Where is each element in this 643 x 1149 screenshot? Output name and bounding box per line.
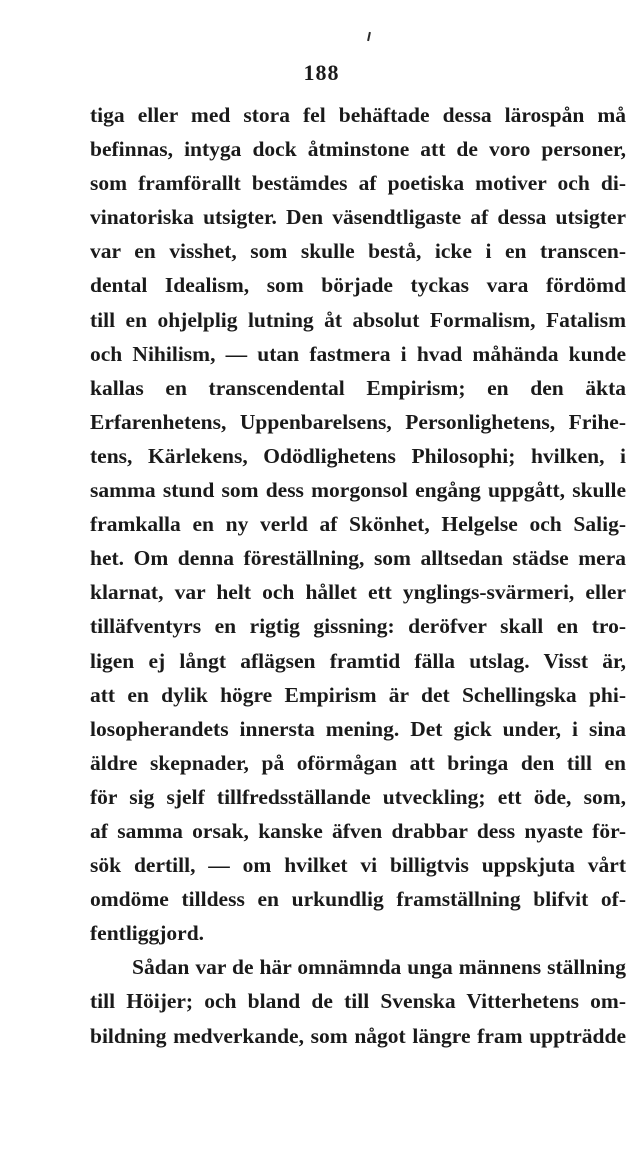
paragraph-end-line: fentliggjord. — [90, 921, 205, 946]
stray-ink-mark — [367, 32, 371, 41]
text-line: vinatoriska utsigter. Den väsendtligaste af dessa utsigter — [90, 205, 626, 230]
text-line: omdöme tilldess en urkundlig framställning blifvit of- — [90, 887, 626, 912]
body-text — [90, 98, 626, 1053]
text-line: tiga eller med stora fel behäftade dessa lärospån må — [90, 103, 626, 127]
text-line: till en ohjelplig lutning åt absolut Formalism, Fatalism — [90, 307, 626, 332]
text-line: att en dylik högre Empirism är det Schellingska phi- — [90, 682, 626, 707]
text-line: ligen ej långt aflägsen framtid fälla utslag. Visst är, — [90, 648, 626, 673]
text-line: sök dertill, — om hvilket vi billigtvis uppskjuta vårt — [90, 853, 626, 878]
text-line: för sig sjelf tillfredsställande utveckling; ett öde, som, — [90, 784, 626, 809]
text-line: klarnat, var helt och hållet ett ynglings-svärmeri, eller — [90, 580, 626, 605]
text-line: losopherandets innersta mening. Det gick under, i sina — [90, 716, 626, 741]
text-line: som framförallt bestämdes af poetiska motiver och di- — [90, 171, 626, 196]
text-line: kallas en transcendental Empirism; en den äkta — [90, 375, 626, 400]
text-line: och Nihilism, — utan fastmera i hvad måhända kunde — [90, 341, 626, 366]
text-line: till Höijer; och bland de till Svenska Vitterhetens om- — [90, 989, 626, 1014]
text-line: af samma orsak, kanske äfven drabbar dess nyaste för- — [90, 818, 626, 843]
text-line: framkalla en ny verld af Skönhet, Helgelse och Salig- — [90, 512, 626, 537]
text-line: tens, Kärlekens, Odödlighetens Philosophi; hvilken, i — [90, 443, 626, 468]
text-line: var en visshet, som skulle bestå, icke i en transcen- — [90, 239, 626, 264]
text-line: het. Om denna föreställning, som alltsedan städse mera — [90, 546, 626, 571]
text-line: Erfarenhetens, Uppenbarelsens, Personlighetens, Frihe- — [90, 409, 626, 434]
text-line: befinnas, intyga dock åtminstone att de voro personer, — [90, 137, 626, 162]
text-line: samma stund som dess morgonsol engång uppgått, skulle — [90, 478, 626, 503]
paragraph-start-line: Sådan var de här omnämnda unga männens ställning — [132, 955, 626, 980]
text-line: dental Idealism, som började tyckas vara fördömd — [90, 273, 626, 298]
text-line: äldre skepnader, på oförmågan att bringa den till en — [90, 750, 626, 775]
text-line: bildning medverkande, som något längre fram uppträdde — [90, 1023, 626, 1048]
text-line: tilläfventyrs en rigtig gissning: deröfver skall en tro- — [90, 614, 626, 639]
page-number: 188 — [303, 60, 340, 85]
